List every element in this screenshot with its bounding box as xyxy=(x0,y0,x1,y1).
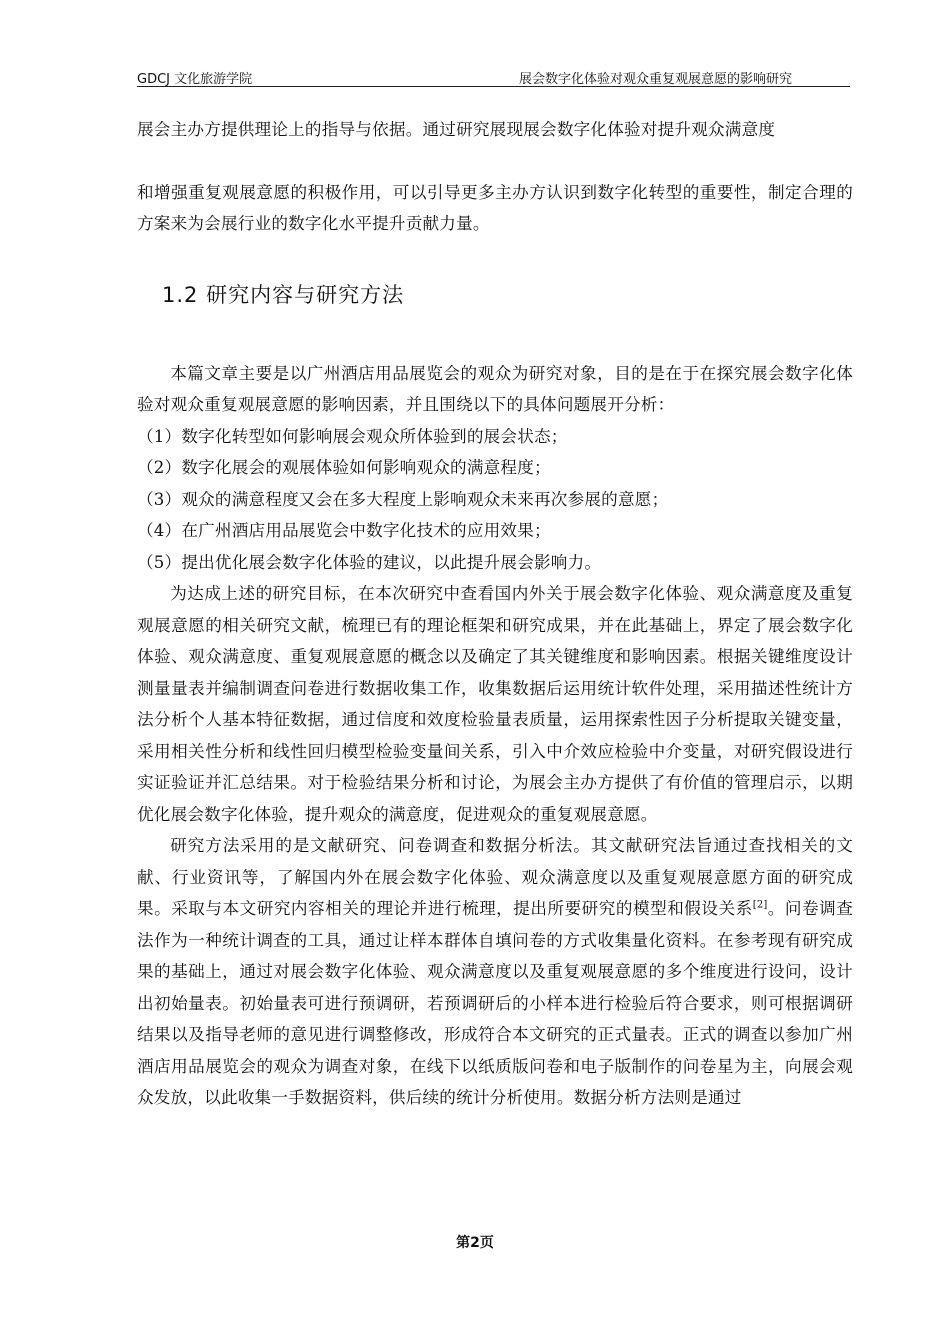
paragraph-5-part-b: 。问卷调查法作为一种统计调查的工具，通过让样本群体自填问卷的方式收集量化资料。在参考现有研究成果的基础上，通过对展会数字化体验、观众满意度以及重复观展意愿的多个维度进行设问，设计出初始量表。初始量表可进行预调研，若预调研后的小样本进行检验后符合要求，则可根据调研结果以及指导老师的意见进行调整修改，形成符合本文研究的正式量表。正式的调查以参加广州酒店用品展览会的观众为调查对象，在线下以纸质版问卷和电子版制作的问卷星为主，向展会观众发放，以此收集一手数据资料，供后续的统计分析使用。数据分析方法则是通过 xyxy=(137,899,854,1107)
list-item-4: （4）在广州酒店用品展览会中数字化技术的应用效果； xyxy=(137,521,551,540)
paragraph-2: 和增强重复观展意愿的积极作用，可以引导更多主办方认识到数字化转型的重要性，制定合理的方案来为会展行业的数字化水平提升贡献力量。 xyxy=(137,182,853,233)
paragraph-5 xyxy=(137,830,853,1114)
header-paper-title: 展会数字化体验对观众重复观展意愿的影响研究 xyxy=(518,72,792,87)
list-item-5: （5）提出优化展会数字化体验的建议，以此提升展会影响力。 xyxy=(137,552,602,572)
paragraph-4: 为达成上述的研究目标，在本次研究中查看国内外关于展会数字化体验、观众满意度及重复观展意愿的相关研究文献，梳理已有的理论框架和研究成果，并在此基础上，界定了展会数字化体验、观众满意度、重复观展意愿的概念以及确定了其关键维度和影响因素。根据关键维度设计测量量表并编制调查问卷进行数据收集工作，收集数据后运用统计软件处理，采用描述性统计方法分析个人基本特征数据，通过信度和效度检验量表质量，运用探索性因子分析提取关键变量，采用相关性分析和线性回归模型检验变量间关系，引入中介效应检验中介变量，对研究假设进行实证验证并汇总结果。对于检验结果分析和讨论，为展会主办方提供了有价值的管理启示，以期优化展会数字化体验，提升观众的满意度，促进观众的重复观展意愿。 xyxy=(137,584,853,824)
list-item-1: （1）数字化转型如何影响展会观众所体验到的展会状态； xyxy=(137,426,568,446)
section-heading: 1.2 研究内容与研究方法 xyxy=(162,282,405,307)
list-item-2: （2）数字化展会的观展体验如何影响观众的满意程度； xyxy=(137,458,551,477)
paragraph-5-part-a: 研究方法采用的是文献研究、问卷调查和数据分析法。其文献研究法旨通过查找相关的文献、行业资讯等，了解国内外在展会数字化体验、观众满意度以及重复观展意愿方面的研究成果。采取与本文研究内容相关的理论并进行梳理，提出所要研究的模型和假设关系 xyxy=(137,836,853,918)
paragraph-1: 展会主办方提供理论上的指导与依据。通过研究展现展会数字化体验对提升观众满意度 xyxy=(137,120,776,139)
list-item-3: （3）观众的满意程度又会在多大程度上影响观众未来再次参展的意愿； xyxy=(137,489,669,509)
citation-ref[interactable]: [2] xyxy=(752,899,768,911)
header-institution: GDCJ 文化旅游学院 xyxy=(137,72,253,87)
page-body xyxy=(137,114,853,1114)
page-number: 第2页 xyxy=(456,1235,494,1251)
paragraph-3: 本篇文章主要是以广州酒店用品展览会的观众为研究对象，目的是在于在探究展会数字化体验对观众重复观展意愿的影响因素，并且围绕以下的具体问题展开分析： xyxy=(137,363,853,414)
page-header xyxy=(137,66,850,87)
